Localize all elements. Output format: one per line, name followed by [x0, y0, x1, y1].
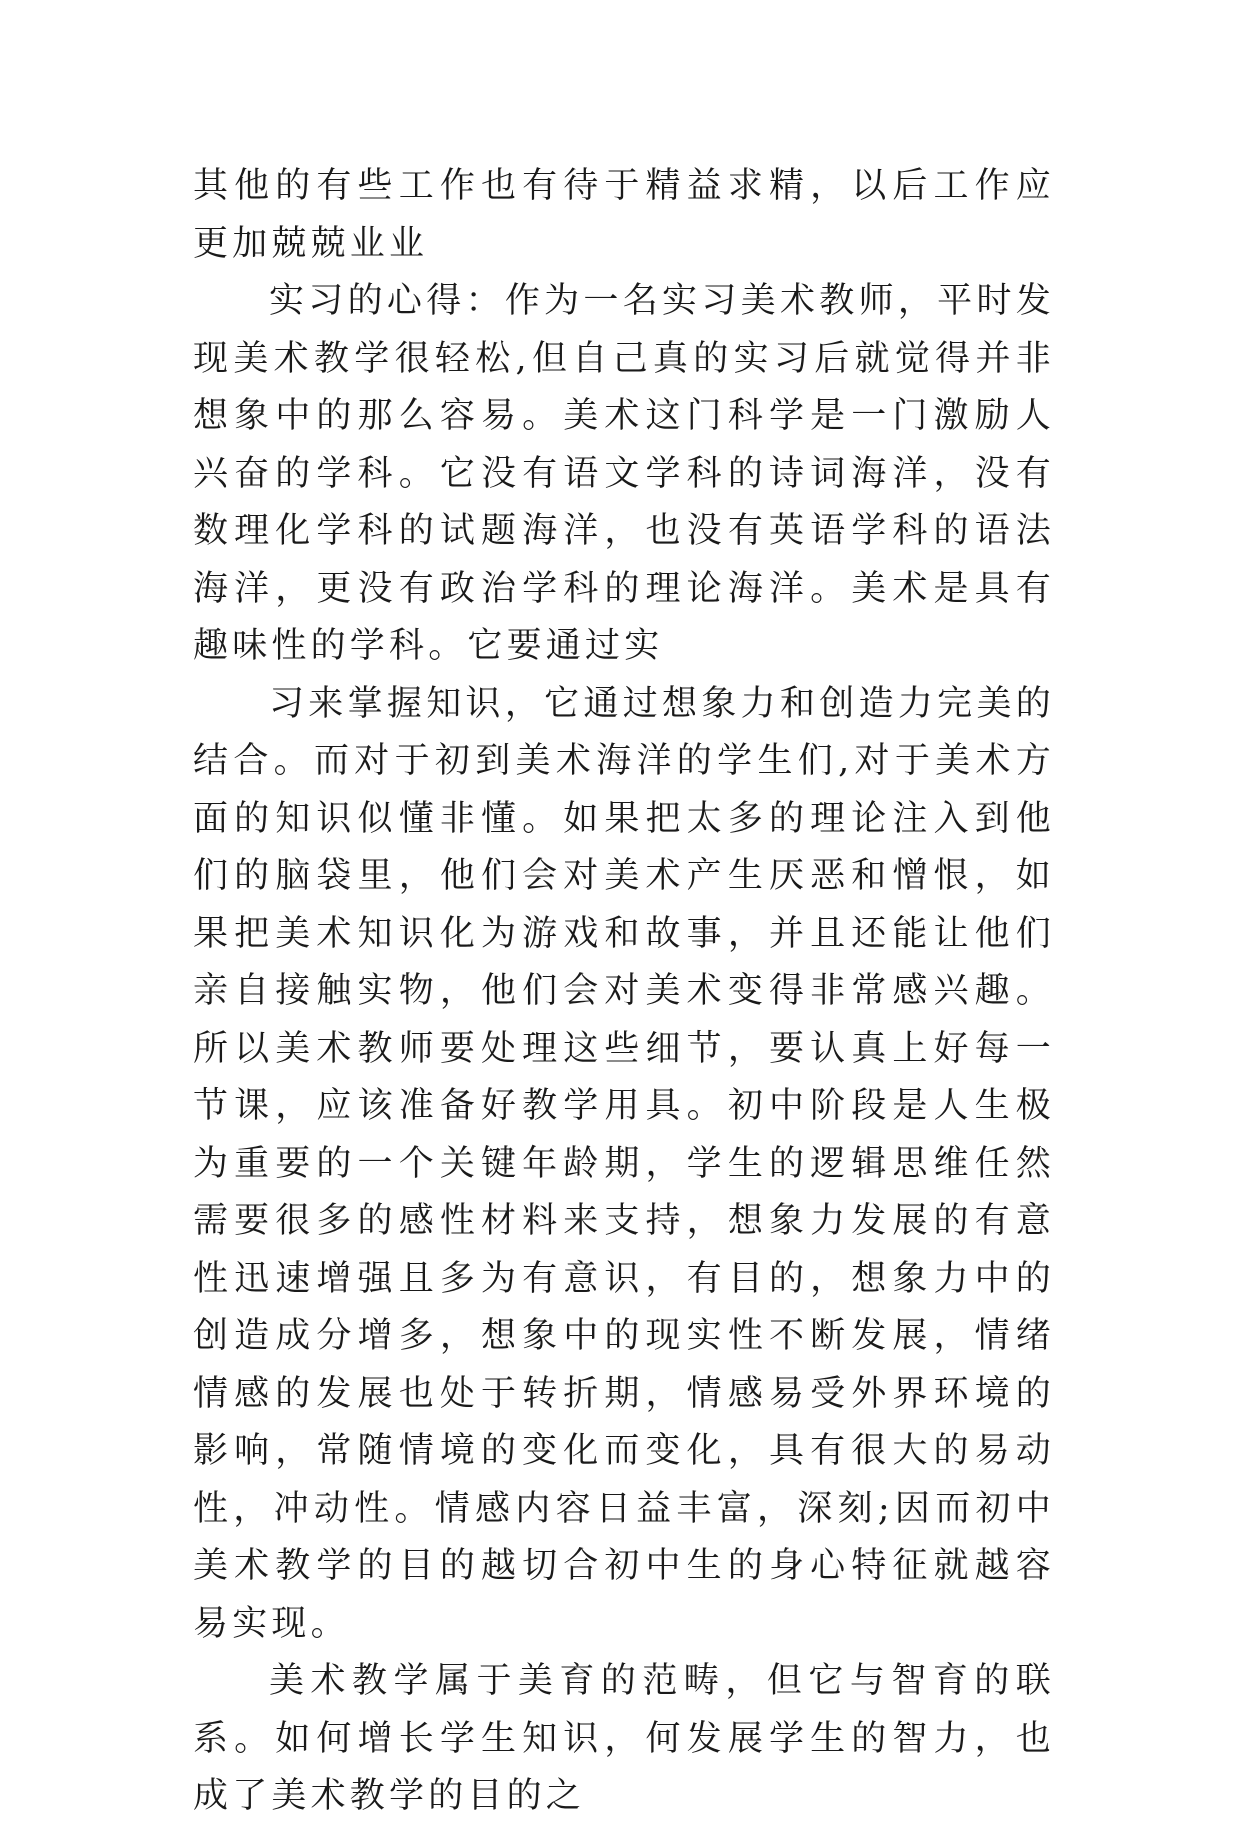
- paragraph-4: 美术教学属于美育的范畴，但它与智育的联系。如何增长学生知识，何发展学生的智力，也成了美术教学的目的之: [193, 1661, 1055, 1816]
- document-page: [193, 158, 1055, 1826]
- paragraph-1: 其他的有些工作也有待于精益求精，以后工作应更加兢兢业业: [193, 166, 1055, 264]
- paragraph-3: 习来掌握知识，它通过想象力和创造力完美的结合。而对于初到美术海洋的学生们,对于美术方面的知识似懂非懂。如果把太多的理论注入到他们的脑袋里，他们会对美术产生厌恶和憎恨，如果把美术知识化为游戏和故事，并且还能让他们亲自接触实物，他们会对美术变得非常感兴趣。所以美术教师要处理这些细节，要认真上好每一节课，应该准备好教学用具。初中阶段是人生极为重要的一个关键年龄期，学生的逻辑思维任然需要很多的感性材料来支持，想象力发展的有意性迅速增强且多为有意识，有目的，想象力中的创造成分增多，想象中的现实性不断发展，情绪情感的发展也处于转折期，情感易受外界环境的影响，常随情境的变化而变化，具有很大的易动性，冲动性。情感内容日益丰富，深刻;因而初中美术教学的目的越切合初中生的身心特征就越容易实现。: [193, 683, 1055, 1644]
- paragraph-2: 实习的心得：作为一名实习美术教师，平时发现美术教学很轻松,但自己真的实习后就觉得并非想象中的那么容易。美术这门科学是一门激励人兴奋的学科。它没有语文学科的诗词海洋，没有数理化学科的试题海洋，也没有英语学科的语法海洋，更没有政治学科的理论海洋。美术是具有趣味性的学科。它要通过实: [193, 281, 1055, 666]
